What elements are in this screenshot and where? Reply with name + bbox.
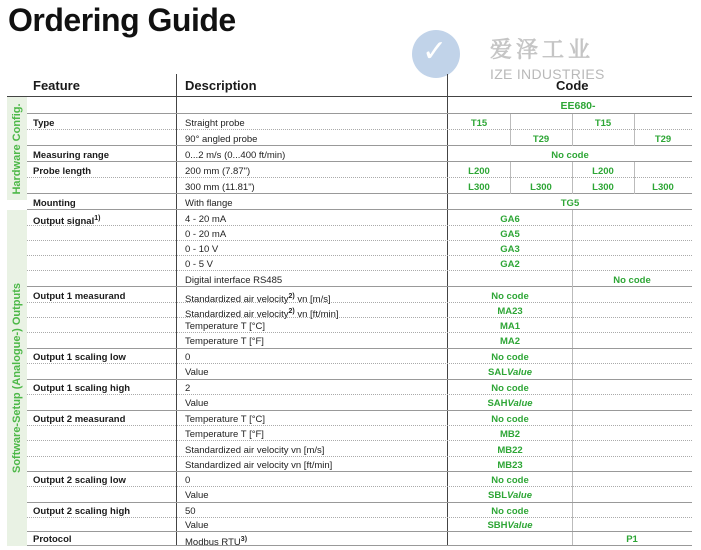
code-ga5: GA5 — [500, 229, 520, 240]
header-description: Description — [185, 78, 257, 93]
code-out2high-nocode: No code — [491, 506, 529, 517]
feature-output-signal: Output signal$^{1)}$ — [33, 215, 101, 228]
code-l300-c: L300 — [592, 182, 614, 193]
code-ga6: GA6 — [500, 214, 520, 225]
code-l200-b: L200 — [592, 166, 614, 177]
table-row — [27, 130, 692, 146]
code-out1high-nocode: No code — [491, 383, 529, 394]
feature-measuring-range: Measuring range — [33, 150, 110, 161]
desc-temp-f: Temperature T [°F] — [185, 336, 264, 347]
desc-modbus-rtu: Modbus RTU$^{3)}$ — [185, 536, 248, 549]
feature-output2-scaling-low: Output 2 scaling low — [33, 475, 126, 486]
logo-english-text: IZE INDUSTRIES — [490, 66, 605, 82]
code-sal-value: SALValue — [488, 367, 532, 378]
desc-300mm: 300 mm (11.81") — [185, 182, 255, 193]
code-out1low-nocode: No code — [491, 352, 529, 363]
table-row — [27, 210, 692, 226]
desc-temp-c: Temperature T [°C] — [185, 321, 266, 332]
page-title: Ordering Guide — [8, 2, 236, 38]
desc-out2high-fifty: 50 — [185, 506, 196, 517]
desc-out2low-zero: 0 — [185, 475, 191, 486]
code-range: No code — [551, 150, 589, 161]
table-row — [27, 318, 692, 333]
feature-output2-measurand: Output 2 measurand — [33, 414, 126, 425]
desc-out1low-zero: 0 — [185, 352, 191, 363]
code-t15-b: T15 — [594, 118, 612, 129]
cell-divider — [510, 162, 511, 194]
code-p1: P1 — [626, 534, 638, 545]
table-row — [27, 333, 692, 349]
desc-air-velocity-ms: Standardized air velocity$^{2)}$ vn [m/s] — [185, 293, 331, 306]
cell-divider — [510, 114, 511, 146]
desc-out1high-two: 2 — [185, 383, 191, 394]
desc-out2high-value: Value — [185, 520, 209, 531]
table-row — [27, 226, 692, 241]
cell-divider — [634, 114, 635, 146]
table-row — [27, 364, 692, 380]
code-l300-a: L300 — [468, 182, 490, 193]
code-ga2: GA2 — [500, 259, 520, 270]
table-row — [27, 411, 692, 426]
desc-200mm: 200 mm (7.87") — [185, 166, 251, 177]
code-t29-b: T29 — [654, 134, 672, 145]
code-rs485: No code — [613, 275, 651, 286]
table-row — [27, 457, 692, 472]
code-mb2: MB2 — [499, 429, 521, 440]
code-l200-a: L200 — [468, 166, 490, 177]
code-t29-a: T29 — [532, 134, 550, 145]
feature-output1-measurand: Output 1 measurand — [33, 291, 126, 302]
feature-probe-length: Probe length — [33, 166, 92, 177]
desc-out1low-value: Value — [185, 367, 209, 378]
header-code: Code — [556, 78, 589, 93]
table-row — [27, 441, 692, 457]
cell-divider — [572, 114, 573, 146]
code-mb22: MB22 — [497, 445, 523, 456]
table-row — [27, 303, 692, 318]
desc-straight-probe: Straight probe — [185, 118, 245, 129]
logo-chinese-text: 爱泽工业 — [490, 38, 595, 63]
ize-logo-icon: ✓ — [412, 30, 460, 78]
desc-0-10v: 0 - 10 V — [185, 244, 219, 255]
desc-out2-velocity-ftmin: Standardized air velocity vn [ft/min] — [185, 460, 333, 471]
code-mb23: MB23 — [497, 460, 523, 471]
table-row — [27, 426, 692, 441]
code-out2-nocode: No code — [491, 414, 529, 425]
section-hardware-config — [7, 97, 27, 200]
code-sbh-value: SBHValue — [487, 520, 533, 531]
code-out2low-nocode: No code — [491, 475, 529, 486]
header-feature: Feature — [33, 78, 80, 93]
desc-0-5v: 0 - 5 V — [185, 259, 213, 270]
desc-angled-probe: 90° angled probe — [185, 134, 258, 145]
model-code: EE680- — [560, 100, 596, 112]
table-row — [27, 518, 692, 532]
feature-output1-scaling-low: Output 1 scaling low — [33, 352, 126, 363]
table-row — [27, 395, 692, 411]
desc-4-20ma: 4 - 20 mA — [185, 214, 227, 225]
desc-out2low-value: Value — [185, 490, 209, 501]
desc-out2-temp-c: Temperature T [°C] — [185, 414, 266, 425]
section-software-label: Software-Setup (Analogue-) Outputs — [11, 282, 23, 474]
code-out1-nocode: No code — [491, 291, 529, 302]
table-row — [27, 256, 692, 271]
desc-mounting: With flange — [185, 198, 233, 209]
code-l300-b: L300 — [530, 182, 552, 193]
table-row — [27, 472, 692, 487]
desc-out2-velocity-ms: Standardized air velocity vn [m/s] — [185, 445, 325, 456]
cell-divider — [634, 162, 635, 194]
desc-measuring-range: 0...2 m/s (0...400 ft/min) — [185, 150, 286, 161]
code-sah-value: SAHValue — [487, 398, 533, 409]
desc-air-velocity-ftmin: Standardized air velocity$^{2)}$ vn [ft/min] — [185, 308, 339, 321]
section-software-setup — [7, 210, 27, 546]
code-t15-a: T15 — [470, 118, 488, 129]
desc-out2-temp-f: Temperature T [°F] — [185, 429, 264, 440]
section-hardware-label: Hardware Config. — [11, 102, 23, 195]
code-sbl-value: SBLValue — [488, 490, 532, 501]
feature-mounting: Mounting — [33, 198, 76, 209]
desc-out1high-value: Value — [185, 398, 209, 409]
feature-protocol: Protocol — [33, 534, 72, 545]
feature-type: Type — [33, 118, 55, 129]
code-ma1: MA1 — [499, 321, 521, 332]
code-ma2: MA2 — [499, 336, 521, 347]
code-l300-d: L300 — [652, 182, 674, 193]
desc-rs485: Digital interface RS485 — [185, 275, 283, 286]
code-tg5: TG5 — [560, 198, 580, 209]
cell-divider — [572, 162, 573, 194]
feature-output1-scaling-high: Output 1 scaling high — [33, 383, 131, 394]
feature-output2-scaling-high: Output 2 scaling high — [33, 506, 131, 517]
code-ma23: MA23 — [497, 306, 523, 317]
desc-0-20ma: 0 - 20 mA — [185, 229, 227, 240]
table-row — [27, 349, 692, 364]
table-row — [27, 287, 692, 303]
table-row — [27, 241, 692, 256]
table-row — [27, 487, 692, 503]
code-ga3: GA3 — [500, 244, 520, 255]
